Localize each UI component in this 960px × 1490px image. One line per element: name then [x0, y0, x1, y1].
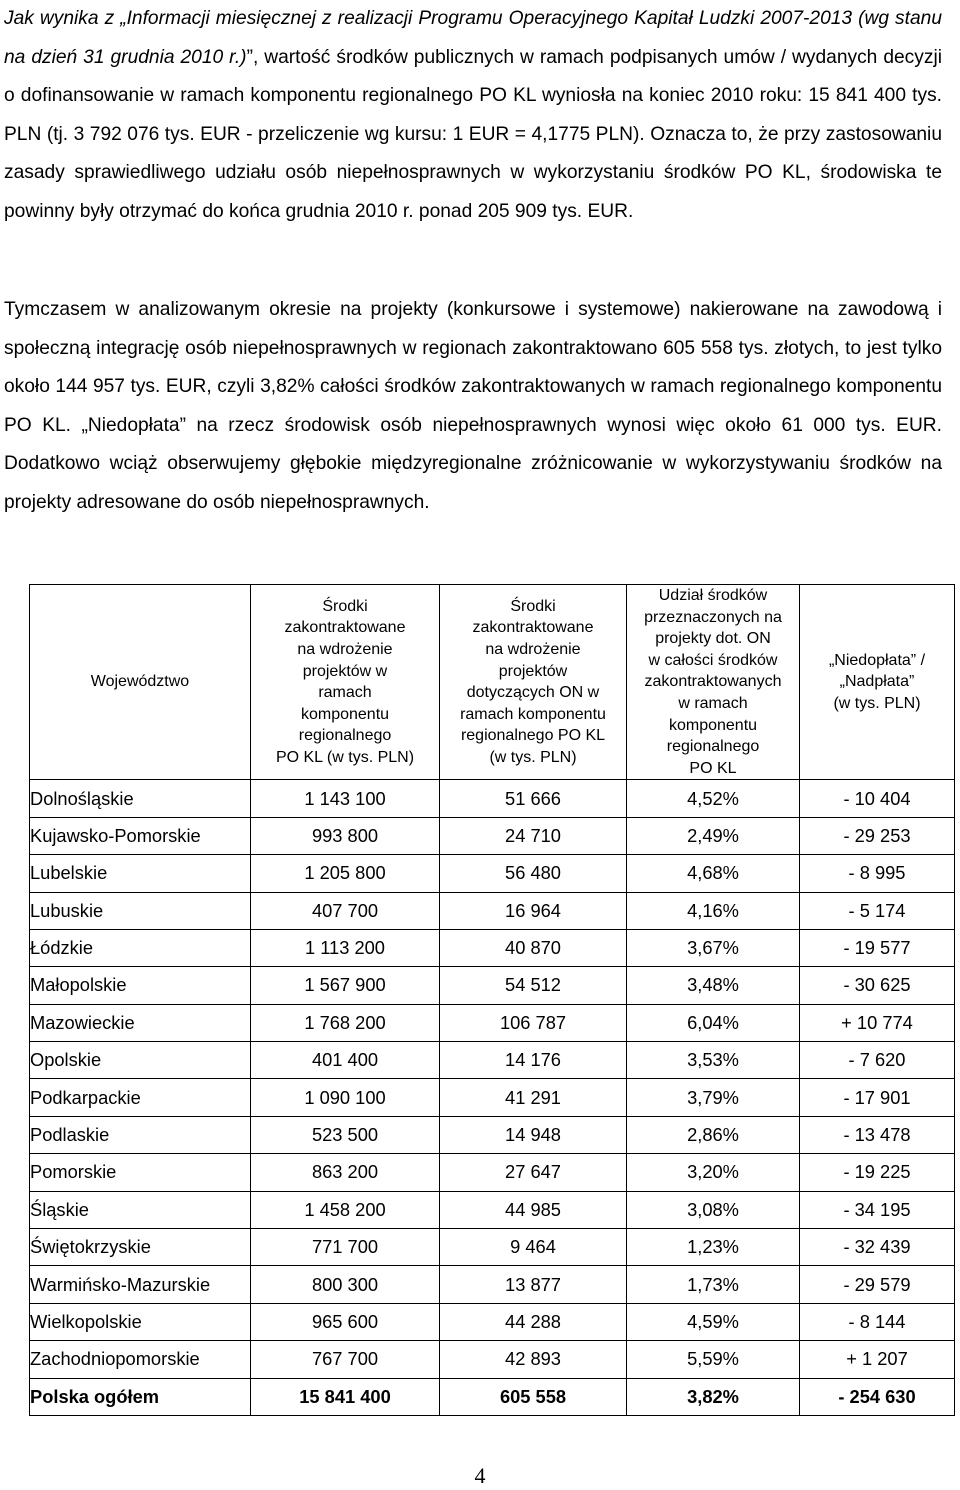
- total-funds-cell: 771 700: [251, 1229, 440, 1266]
- on-funds-cell: 44 985: [440, 1191, 627, 1228]
- share-cell: 3,20%: [627, 1154, 800, 1191]
- table-row: [30, 1079, 955, 1116]
- col-header-share: Udział środków przeznaczonych na projekty dot. ON w całości środków zakontraktowanych w ramach komponentu regionalnego PO KL: [627, 585, 800, 780]
- voivodeship-cell: Pomorskie: [30, 1154, 251, 1191]
- total-funds-cell: 523 500: [251, 1116, 440, 1153]
- voivodeship-cell: Podlaskie: [30, 1116, 251, 1153]
- share-cell: 4,68%: [627, 855, 800, 892]
- share-cell: 1,23%: [627, 1229, 800, 1266]
- voivodeship-cell: Łódzkie: [30, 929, 251, 966]
- voivodeship-cell: Zachodniopomorskie: [30, 1341, 251, 1378]
- total-funds-cell: 1 090 100: [251, 1079, 440, 1116]
- voivodeship-cell: Świętokrzyskie: [30, 1229, 251, 1266]
- table-row: [30, 1266, 955, 1303]
- on-funds-cell: 16 964: [440, 892, 627, 929]
- share-cell: 3,67%: [627, 929, 800, 966]
- regional-funds-table: [29, 584, 955, 1416]
- gap-cell: - 10 404: [800, 780, 955, 817]
- gap-cell: + 10 774: [800, 1004, 955, 1041]
- on-funds-cell: 605 558: [440, 1378, 627, 1415]
- share-cell: 4,59%: [627, 1303, 800, 1340]
- on-funds-cell: 41 291: [440, 1079, 627, 1116]
- gap-cell: - 19 577: [800, 929, 955, 966]
- on-funds-cell: 44 288: [440, 1303, 627, 1340]
- on-funds-cell: 27 647: [440, 1154, 627, 1191]
- share-cell: 3,79%: [627, 1079, 800, 1116]
- total-funds-cell: 1 567 900: [251, 967, 440, 1004]
- gap-cell: - 29 253: [800, 817, 955, 854]
- share-cell: 3,48%: [627, 967, 800, 1004]
- total-funds-cell: 800 300: [251, 1266, 440, 1303]
- table-row: [30, 855, 955, 892]
- on-funds-cell: 14 948: [440, 1116, 627, 1153]
- gap-cell: - 8 144: [800, 1303, 955, 1340]
- voivodeship-cell: Małopolskie: [30, 967, 251, 1004]
- total-funds-cell: 1 205 800: [251, 855, 440, 892]
- on-funds-cell: 24 710: [440, 817, 627, 854]
- gap-cell: - 13 478: [800, 1116, 955, 1153]
- share-cell: 6,04%: [627, 1004, 800, 1041]
- voivodeship-cell: Opolskie: [30, 1042, 251, 1079]
- table-row: [30, 1042, 955, 1079]
- voivodeship-cell: Lubuskie: [30, 892, 251, 929]
- voivodeship-cell: Kujawsko-Pomorskie: [30, 817, 251, 854]
- table-row: [30, 1229, 955, 1266]
- total-funds-cell: 993 800: [251, 817, 440, 854]
- voivodeship-cell: Lubelskie: [30, 855, 251, 892]
- col-header-gap: „Niedopłata” / „Nadpłata” (w tys. PLN): [800, 585, 955, 780]
- share-cell: 4,16%: [627, 892, 800, 929]
- total-funds-cell: 407 700: [251, 892, 440, 929]
- share-cell: 5,59%: [627, 1341, 800, 1378]
- voivodeship-cell: Mazowieckie: [30, 1004, 251, 1041]
- share-cell: 2,49%: [627, 817, 800, 854]
- gap-cell: - 30 625: [800, 967, 955, 1004]
- on-funds-cell: 54 512: [440, 967, 627, 1004]
- table-row: [30, 929, 955, 966]
- table-total-row: [30, 1378, 955, 1415]
- voivodeship-cell: Podkarpackie: [30, 1079, 251, 1116]
- table-row: [30, 892, 955, 929]
- col-header-voivodeship: Województwo: [30, 585, 251, 780]
- intro-paragraph: Jak wynika z „Informacji miesięcznej z realizacji Programu Operacyjnego Kapitał Ludzki 2007-2013 (wg stanu na dzień 31 grudnia 2010 r.)”, wartość środków publicznych w ramach podpisanych umów / wydanych decyzji o dofinansowanie w ramach komponentu regionalnego PO KL wyniosła na koniec 2010 roku: 15 841 400 tys. PLN (tj. 3 792 076 tys. EUR - przeliczenie wg kursu: 1 EUR = 4,1775 PLN). Oznacza to, że przy zastosowaniu zasady sprawiedliwego udziału osób niepełnosprawnych w wykorzystaniu środków PO KL, środowiska te powinny były otrzymać do końca grudnia 2010 r. ponad 205 909 tys. EUR.: [4, 8, 942, 222]
- total-funds-cell: 965 600: [251, 1303, 440, 1340]
- total-funds-cell: 1 458 200: [251, 1191, 440, 1228]
- on-funds-cell: 14 176: [440, 1042, 627, 1079]
- table-row: [30, 1191, 955, 1228]
- gap-cell: - 254 630: [800, 1378, 955, 1415]
- total-funds-cell: 863 200: [251, 1154, 440, 1191]
- total-funds-cell: 15 841 400: [251, 1378, 440, 1415]
- analysis-paragraph: Tymczasem w analizowanym okresie na projekty (konkursowe i systemowe) nakierowane na zawodową i społeczną integrację osób niepełnosprawnych w regionach zakontraktowano 605 558 tys. złotych, to jest tylko około 144 957 tys. EUR, czyli 3,82% całości środków zakontraktowanych w ramach regionalnego komponentu PO KL. „Niedopłata” na rzecz środowisk osób niepełnosprawnych wynosi więc około 61 000 tys. EUR. Dodatkowo wciąż obserwujemy głębokie międzyregionalne zróżnicowanie w wykorzystywaniu środków na projekty adresowane do osób niepełnosprawnych.: [4, 299, 942, 513]
- col-header-total-funds: Środki zakontraktowane na wdrożenie projektów w ramach komponentu regionalnego PO KL (w tys. PLN): [251, 585, 440, 780]
- table-header-row: [30, 585, 955, 780]
- gap-cell: - 32 439: [800, 1229, 955, 1266]
- col-header-on-funds: Środki zakontraktowane na wdrożenie projektów dotyczących ON w ramach komponentu regionalnego PO KL (w tys. PLN): [440, 585, 627, 780]
- gap-cell: + 1 207: [800, 1341, 955, 1378]
- total-funds-cell: 1 113 200: [251, 929, 440, 966]
- on-funds-cell: 42 893: [440, 1341, 627, 1378]
- share-cell: 3,82%: [627, 1378, 800, 1415]
- on-funds-cell: 9 464: [440, 1229, 627, 1266]
- table-row: [30, 780, 955, 817]
- gap-cell: - 5 174: [800, 892, 955, 929]
- page-number: 4: [474, 1463, 486, 1488]
- gap-cell: - 17 901: [800, 1079, 955, 1116]
- gap-cell: - 19 225: [800, 1154, 955, 1191]
- share-cell: 3,08%: [627, 1191, 800, 1228]
- on-funds-cell: 13 877: [440, 1266, 627, 1303]
- table-row: [30, 1116, 955, 1153]
- table-row: [30, 967, 955, 1004]
- on-funds-cell: 40 870: [440, 929, 627, 966]
- table-body: [30, 780, 955, 1416]
- total-funds-cell: 1 768 200: [251, 1004, 440, 1041]
- voivodeship-cell: Polska ogółem: [30, 1378, 251, 1415]
- total-funds-cell: 401 400: [251, 1042, 440, 1079]
- voivodeship-cell: Warmińsko-Mazurskie: [30, 1266, 251, 1303]
- gap-cell: - 7 620: [800, 1042, 955, 1079]
- on-funds-cell: 51 666: [440, 780, 627, 817]
- voivodeship-cell: Dolnośląskie: [30, 780, 251, 817]
- gap-cell: - 34 195: [800, 1191, 955, 1228]
- share-cell: 3,53%: [627, 1042, 800, 1079]
- gap-cell: - 29 579: [800, 1266, 955, 1303]
- share-cell: 4,52%: [627, 780, 800, 817]
- gap-cell: - 8 995: [800, 855, 955, 892]
- table-row: [30, 1303, 955, 1340]
- voivodeship-cell: Wielkopolskie: [30, 1303, 251, 1340]
- table-row: [30, 1154, 955, 1191]
- table-row: [30, 1004, 955, 1041]
- table-row: [30, 817, 955, 854]
- share-cell: 1,73%: [627, 1266, 800, 1303]
- table-row: [30, 1341, 955, 1378]
- total-funds-cell: 767 700: [251, 1341, 440, 1378]
- voivodeship-cell: Śląskie: [30, 1191, 251, 1228]
- on-funds-cell: 56 480: [440, 855, 627, 892]
- share-cell: 2,86%: [627, 1116, 800, 1153]
- on-funds-cell: 106 787: [440, 1004, 627, 1041]
- total-funds-cell: 1 143 100: [251, 780, 440, 817]
